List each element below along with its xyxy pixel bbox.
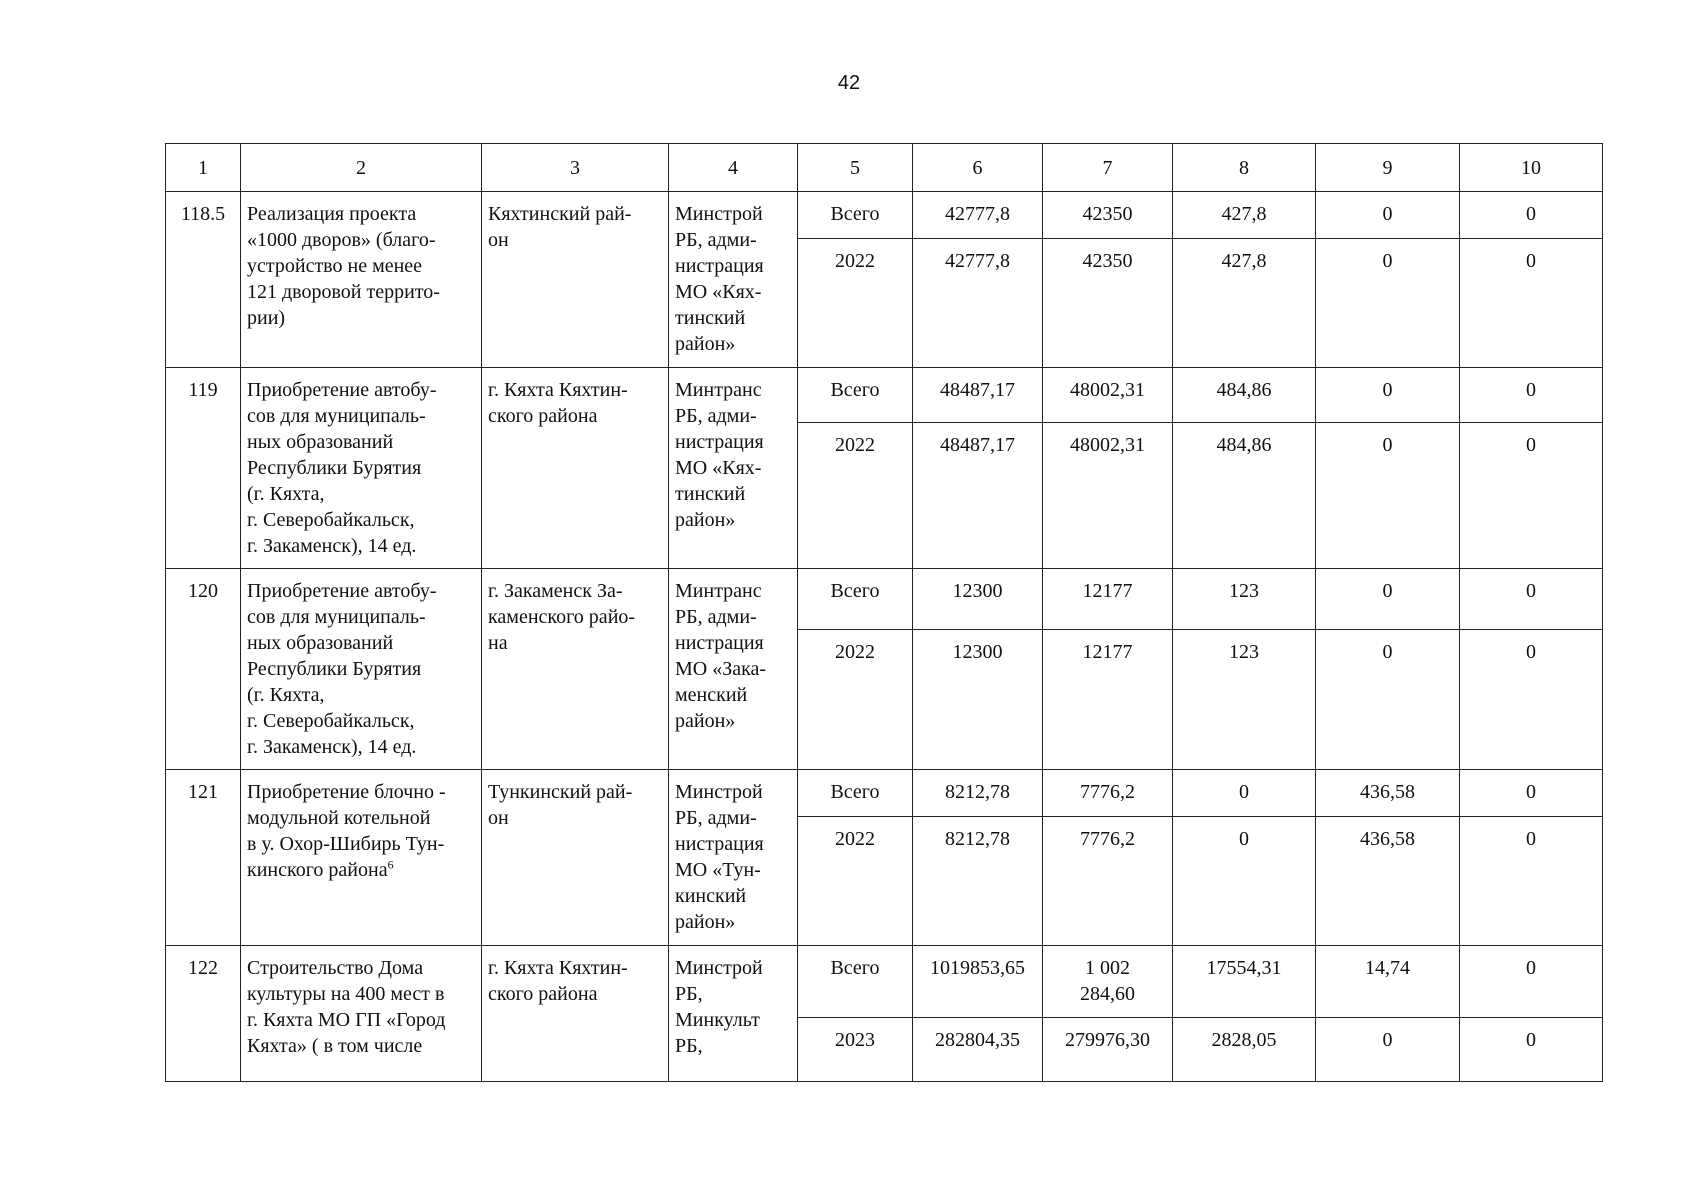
item-name-cell [241, 192, 482, 368]
location-cell: Тункинский рай- он [482, 770, 669, 946]
value-cell: 2828,05 [1173, 1018, 1316, 1082]
item-name-text: Приобретение автобу- сов для муниципаль- ных образований Республики Бурятия (г. Кяхта, г. Северобайкальск, г. Закаменск), 14 ед. [247, 379, 437, 557]
value-cell: 12177 [1043, 569, 1173, 630]
item-name-text: Строительство Дома культуры на 400 мест в г. Кяхта МО ГП «Город Кяхта» ( в том числе [247, 957, 446, 1057]
table-row [166, 192, 1603, 239]
item-name-text: Реализация проекта «1000 дворов» (благо- устройство не менее 121 дворовой террито- рии) [247, 203, 440, 329]
period-cell: 2022 [798, 239, 913, 368]
value-cell: 0 [1316, 423, 1460, 569]
value-cell: 0 [1460, 239, 1603, 368]
value-cell: 279976,30 [1043, 1018, 1173, 1082]
period-cell: Всего [798, 946, 913, 1018]
value-cell: 0 [1460, 817, 1603, 946]
value-cell: 0 [1173, 770, 1316, 817]
value-cell: 0 [1460, 192, 1603, 239]
period-cell: 2022 [798, 817, 913, 946]
table-row [166, 569, 1603, 630]
item-name-cell [241, 946, 482, 1082]
value-cell: 427,8 [1173, 239, 1316, 368]
value-cell: 123 [1173, 569, 1316, 630]
value-cell: 42777,8 [913, 239, 1043, 368]
value-cell: 48002,31 [1043, 423, 1173, 569]
row-number-cell: 118.5 [166, 192, 241, 368]
location-cell: г. Кяхта Кяхтин- ского района [482, 368, 669, 569]
value-cell: 436,58 [1316, 770, 1460, 817]
responsible-cell: Минстрой РБ, адми- нистрация МО «Кях- тинский район» [669, 192, 798, 368]
value-cell: 0 [1460, 630, 1603, 770]
table-row [166, 368, 1603, 423]
responsible-cell: Минстрой РБ, Минкульт РБ, [669, 946, 798, 1082]
value-cell: 7776,2 [1043, 817, 1173, 946]
value-cell: 436,58 [1316, 817, 1460, 946]
value-cell: 42350 [1043, 239, 1173, 368]
header-cell: 10 [1460, 144, 1603, 192]
header-cell: 5 [798, 144, 913, 192]
value-cell: 17554,31 [1173, 946, 1316, 1018]
value-cell: 0 [1316, 192, 1460, 239]
location-cell: Кяхтинский рай- он [482, 192, 669, 368]
value-cell: 14,74 [1316, 946, 1460, 1018]
value-cell: 12300 [913, 630, 1043, 770]
table-body [166, 144, 1603, 1082]
footnote-marker: 6 [387, 857, 394, 872]
value-cell: 48487,17 [913, 368, 1043, 423]
period-cell: Всего [798, 770, 913, 817]
period-cell: 2022 [798, 423, 913, 569]
value-cell: 0 [1173, 817, 1316, 946]
value-cell: 0 [1316, 569, 1460, 630]
value-cell: 0 [1316, 368, 1460, 423]
header-cell: 2 [241, 144, 482, 192]
value-cell: 12300 [913, 569, 1043, 630]
row-number-cell: 119 [166, 368, 241, 569]
value-cell: 0 [1316, 1018, 1460, 1082]
item-name-cell [241, 770, 482, 946]
value-cell: 0 [1316, 239, 1460, 368]
item-name-cell [241, 368, 482, 569]
item-name-cell [241, 569, 482, 770]
value-cell: 42777,8 [913, 192, 1043, 239]
table-row [166, 770, 1603, 817]
value-cell: 427,8 [1173, 192, 1316, 239]
value-cell: 484,86 [1173, 368, 1316, 423]
header-cell: 7 [1043, 144, 1173, 192]
value-cell: 0 [1460, 946, 1603, 1018]
header-cell: 6 [913, 144, 1043, 192]
value-cell: 48487,17 [913, 423, 1043, 569]
value-cell: 0 [1460, 770, 1603, 817]
value-cell: 1 002 284,60 [1043, 946, 1173, 1018]
value-cell: 42350 [1043, 192, 1173, 239]
value-cell: 484,86 [1173, 423, 1316, 569]
value-cell: 123 [1173, 630, 1316, 770]
location-cell: г. Закаменск За- каменского райо- на [482, 569, 669, 770]
value-cell: 7776,2 [1043, 770, 1173, 817]
value-cell: 48002,31 [1043, 368, 1173, 423]
responsible-cell: Минтранс РБ, адми- нистрация МО «Кях- тинский район» [669, 368, 798, 569]
row-number-cell: 122 [166, 946, 241, 1082]
value-cell: 0 [1460, 1018, 1603, 1082]
responsible-cell: Минстрой РБ, адми- нистрация МО «Тун- кинский район» [669, 770, 798, 946]
header-row [166, 144, 1603, 192]
row-number-cell: 120 [166, 569, 241, 770]
value-cell: 0 [1460, 423, 1603, 569]
header-cell: 9 [1316, 144, 1460, 192]
header-cell: 8 [1173, 144, 1316, 192]
value-cell: 8212,78 [913, 817, 1043, 946]
page-number: 42 [837, 72, 861, 94]
header-cell: 1 [166, 144, 241, 192]
value-cell: 0 [1316, 630, 1460, 770]
period-cell: Всего [798, 192, 913, 239]
period-cell: Всего [798, 368, 913, 423]
row-number-cell: 121 [166, 770, 241, 946]
value-cell: 1019853,65 [913, 946, 1043, 1018]
period-cell: Всего [798, 569, 913, 630]
table-row [166, 946, 1603, 1018]
item-name-text: Приобретение автобу- сов для муниципаль- ных образований Республики Бурятия (г. Кяхта, г. Северобайкальск, г. Закаменск), 14 ед. [247, 580, 437, 758]
budget-table [165, 143, 1603, 1082]
responsible-cell: Минтранс РБ, адми- нистрация МО «Зака- менский район» [669, 569, 798, 770]
period-cell: 2022 [798, 630, 913, 770]
value-cell: 282804,35 [913, 1018, 1043, 1082]
value-cell: 8212,78 [913, 770, 1043, 817]
value-cell: 0 [1460, 569, 1603, 630]
value-cell: 12177 [1043, 630, 1173, 770]
header-cell: 4 [669, 144, 798, 192]
period-cell: 2023 [798, 1018, 913, 1082]
item-name-text: Приобретение блочно - модульной котельной в у. Охор-Шибирь Тун- кинского района [247, 781, 446, 881]
header-cell: 3 [482, 144, 669, 192]
location-cell: г. Кяхта Кяхтин- ского района [482, 946, 669, 1082]
value-cell: 0 [1460, 368, 1603, 423]
